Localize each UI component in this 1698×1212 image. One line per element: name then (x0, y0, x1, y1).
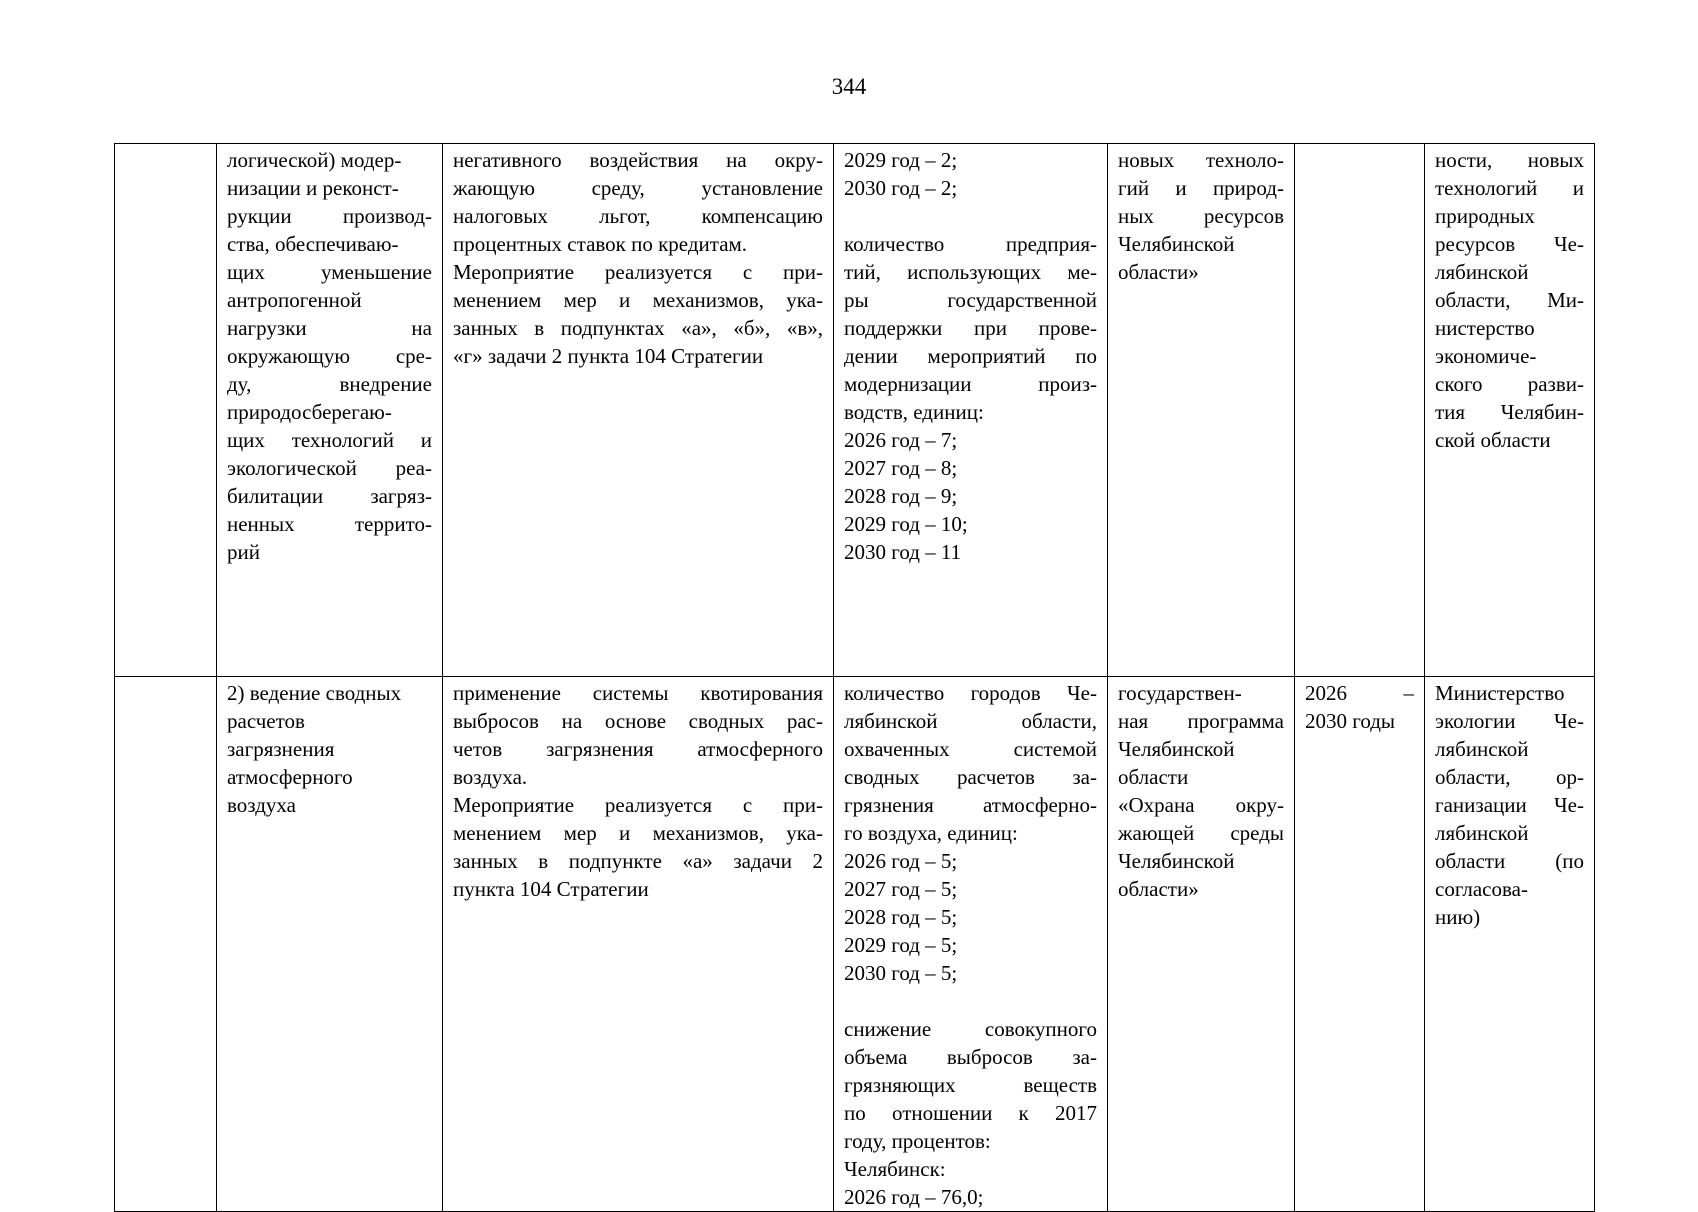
text-line: охваченных системой (844, 737, 1097, 761)
text-line: дении мероприятий по (844, 344, 1097, 368)
text-line: ры государственной (844, 288, 1097, 312)
text-line: Министерство (1435, 681, 1565, 705)
page-number: 344 (831, 74, 867, 99)
table-row (115, 144, 1595, 677)
cell-period (1295, 144, 1425, 677)
text-line: году, процентов: (844, 1129, 991, 1153)
text-line: количество городов Че- (844, 681, 1097, 705)
cell-number (115, 677, 217, 1212)
text-line: щих технологий и (227, 428, 432, 452)
text-line: 2) ведение сводных (227, 681, 402, 705)
text-line: Челябинск: (844, 1157, 946, 1181)
text-line: ных ресурсов (1118, 204, 1284, 228)
text-line: щих уменьшение (227, 260, 432, 284)
text-line: снижение совокупного (844, 1017, 1097, 1041)
cell-program (1108, 144, 1295, 677)
text-line: нию) (1435, 905, 1481, 929)
text-line: ная программа (1118, 709, 1284, 733)
text-line: ской области (1435, 428, 1551, 452)
text-line: менением мер и механизмов, ука- (453, 821, 823, 845)
text-line: ресурсов Че- (1435, 232, 1584, 256)
text-line: ненных террито- (227, 512, 432, 536)
text-line: грязняющих веществ (844, 1073, 1097, 1097)
text-line: 2029 год – 5; (844, 933, 958, 957)
text-line: области» (1118, 877, 1199, 901)
text-line: 2026 год – 76,0; (844, 1185, 984, 1209)
text-line: новых техноло- (1118, 148, 1284, 172)
table-row (115, 677, 1595, 1212)
text-line: Челябинской (1118, 232, 1235, 256)
text-line: 2026 год – 5; (844, 849, 958, 873)
text-line: окружающую сре- (227, 344, 432, 368)
blank-line (844, 987, 1097, 1015)
text-line: Челябинской (1118, 737, 1235, 761)
text-line: четов загрязнения атмосферного (453, 737, 823, 761)
text-line: рий (227, 540, 260, 564)
text-line: 2027 год – 8; (844, 456, 958, 480)
text-line: экологии Че- (1435, 709, 1584, 733)
text-line: атмосферного (227, 765, 353, 789)
measures-table (114, 143, 1595, 1212)
text-line: процентных ставок по кредитам. (453, 232, 748, 256)
text-line: объема выбросов за- (844, 1045, 1097, 1069)
text-line: занных в подпункте «а» задачи 2 (453, 849, 823, 873)
text-line: рукции производ- (227, 204, 432, 228)
text-line: 2027 год – 5; (844, 877, 958, 901)
text-line: жающую среду, установление (453, 176, 823, 200)
cell-measure (217, 144, 443, 677)
cell-program (1108, 677, 1295, 1212)
text-line: логической) модер- (227, 148, 402, 172)
cell-mechanism (443, 677, 834, 1212)
text-line: водств, единиц: (844, 400, 984, 424)
blank-line (844, 202, 1097, 230)
text-line: 2029 год – 10; (844, 512, 968, 536)
text-line: «г» задачи 2 пункта 104 Стратегии (453, 344, 764, 368)
text-line: низации и реконст- (227, 176, 399, 200)
text-line: ганизации Че- (1435, 793, 1584, 817)
text-line: занных в подпунктах «а», «б», «в», (453, 316, 823, 340)
text-line: применение системы квотирования (453, 681, 823, 705)
text-line: согласова- (1435, 877, 1528, 901)
text-line: модернизации произ- (844, 372, 1097, 396)
text-line: воздуха. (453, 765, 528, 789)
text-line: лябинской (1435, 737, 1529, 761)
text-line: налоговых льгот, компенсацию (453, 204, 823, 228)
text-line: 2030 год – 5; (844, 961, 958, 985)
text-line: поддержки при прове- (844, 316, 1097, 340)
text-line: «Охрана окру- (1118, 793, 1284, 817)
text-line: 2026 – (1305, 681, 1414, 705)
text-line: нагрузки на (227, 316, 432, 340)
text-line: тия Челябин- (1435, 400, 1584, 424)
cell-number (115, 144, 217, 677)
cell-mechanism (443, 144, 834, 677)
text-line: области (по (1435, 849, 1584, 873)
cell-measure (217, 677, 443, 1212)
text-line: 2030 год – 11 (844, 540, 962, 564)
text-line: по отношении к 2017 (844, 1101, 1097, 1125)
text-line: технологий и (1435, 176, 1584, 200)
cell-indicators (834, 144, 1108, 677)
text-line: менением мер и механизмов, ука- (453, 288, 823, 312)
text-line: 2026 год – 7; (844, 428, 958, 452)
text-line: негативного воздействия на окру- (453, 148, 823, 172)
text-line: Мероприятие реализуется с при- (453, 260, 823, 284)
text-line: 2028 год – 5; (844, 905, 958, 929)
cell-period (1295, 677, 1425, 1212)
text-line: государствен- (1118, 681, 1242, 705)
text-line: ности, новых (1435, 148, 1584, 172)
text-line: экологической реа- (227, 456, 432, 480)
text-line: области (1118, 765, 1189, 789)
text-line: ского разви- (1435, 372, 1584, 396)
text-line: воздуха (227, 793, 296, 817)
text-line: пункта 104 Стратегии (453, 877, 649, 901)
text-line: загрязнения (227, 737, 335, 761)
text-line: лябинской (1435, 260, 1529, 284)
text-line: экономиче- (1435, 344, 1537, 368)
cell-responsible (1425, 144, 1595, 677)
text-line: антропогенной (227, 288, 362, 312)
text-line: 2030 год – 2; (844, 176, 958, 200)
text-line: билитации загряз- (227, 484, 432, 508)
text-line: Мероприятие реализуется с при- (453, 793, 823, 817)
text-line: 2030 годы (1305, 709, 1396, 733)
text-line: грязнения атмосферно- (844, 793, 1097, 817)
cell-responsible (1425, 677, 1595, 1212)
text-line: 2029 год – 2; (844, 148, 958, 172)
text-line: выбросов на основе сводных рас- (453, 709, 823, 733)
text-line: лябинской области, (844, 709, 1097, 733)
text-line: гий и природ- (1118, 176, 1284, 200)
text-line: области, ор- (1435, 765, 1584, 789)
text-line: количество предприя- (844, 232, 1097, 256)
text-line: сводных расчетов за- (844, 765, 1097, 789)
text-line: области, Ми- (1435, 288, 1584, 312)
text-line: го воздуха, единиц: (844, 821, 1018, 845)
text-line: Челябинской (1118, 849, 1235, 873)
text-line: ства, обеспечиваю- (227, 232, 399, 256)
text-line: лябинской (1435, 821, 1529, 845)
cell-indicators (834, 677, 1108, 1212)
text-line: природных (1435, 204, 1535, 228)
text-line: области» (1118, 260, 1199, 284)
text-line: нистерство (1435, 316, 1535, 340)
text-line: природосберегаю- (227, 400, 392, 424)
text-line: расчетов (227, 709, 305, 733)
text-line: 2028 год – 9; (844, 484, 958, 508)
text-line: ду, внедрение (227, 372, 432, 396)
text-line: тий, использующих ме- (844, 260, 1097, 284)
text-line: жающей среды (1118, 821, 1284, 845)
